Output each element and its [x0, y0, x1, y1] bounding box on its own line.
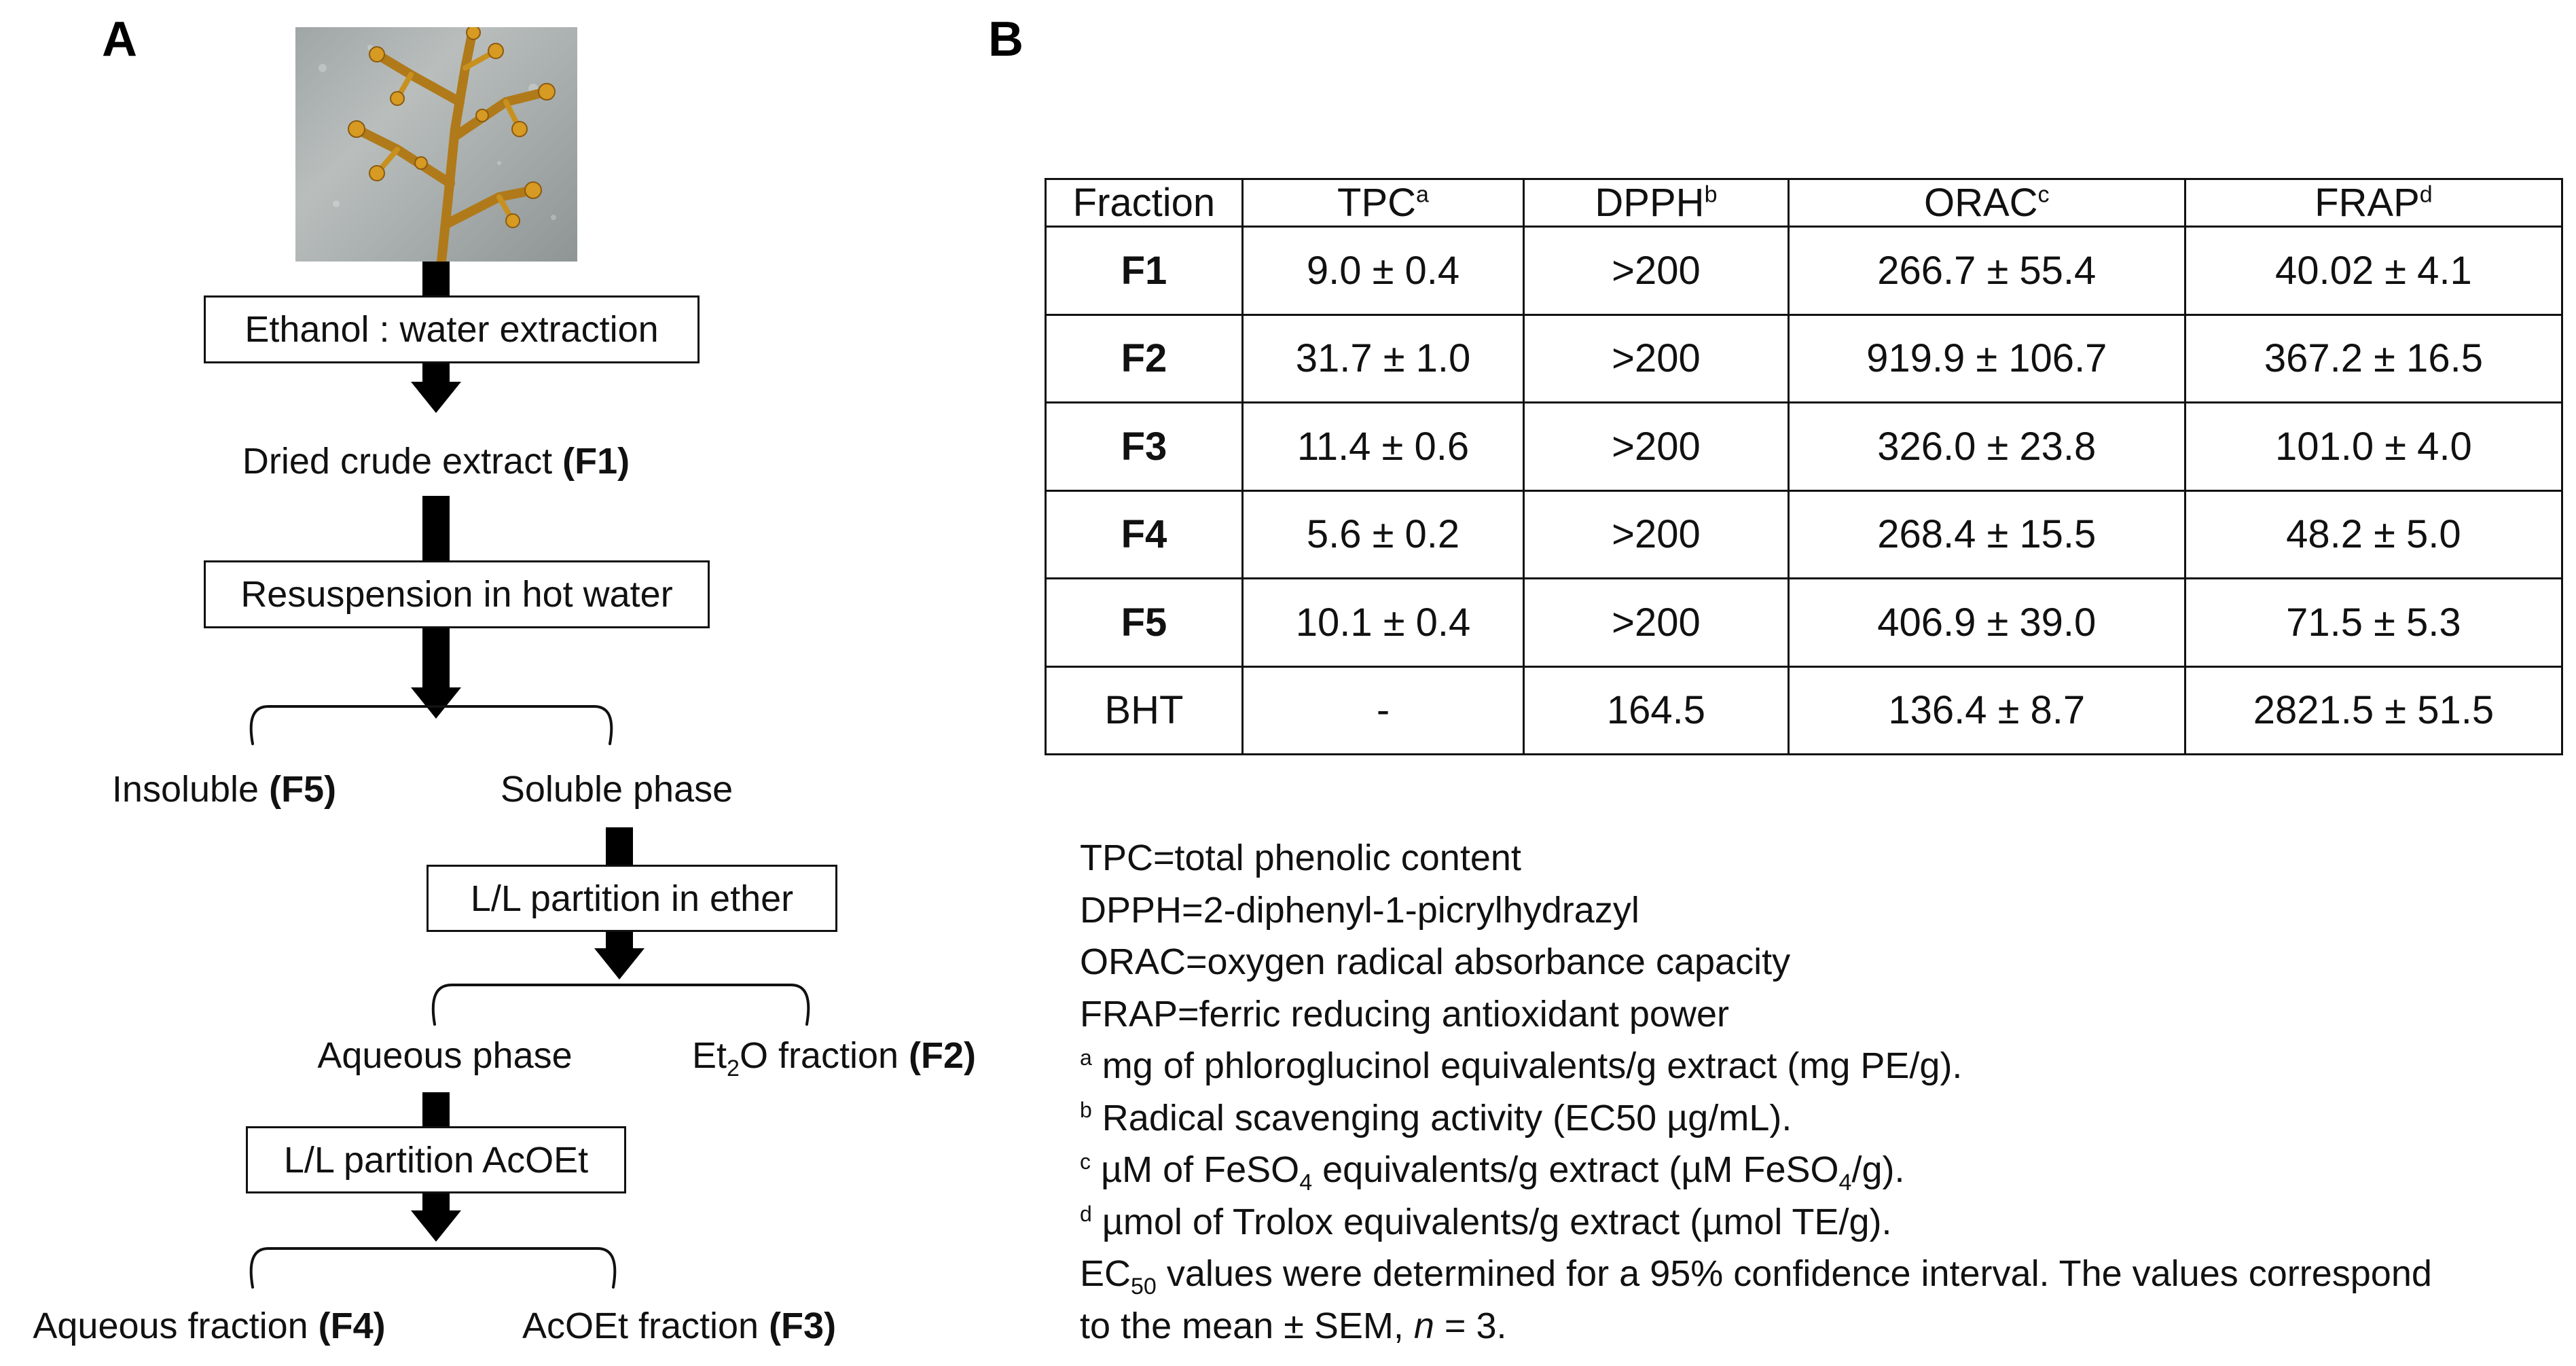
cell-fraction: F2: [1046, 314, 1243, 403]
cell-orac: 266.7 ± 55.4: [1788, 227, 2185, 315]
cell-dpph: 164.5: [1524, 666, 1789, 755]
step-ether-partition: L/L partition in ether: [427, 865, 837, 932]
cell-frap: 367.2 ± 16.5: [2185, 314, 2562, 403]
step-resuspension: Resuspension in hot water: [204, 560, 710, 628]
table-row: [1046, 227, 2562, 315]
label-soluble-phase: Soluble phase: [500, 769, 733, 810]
note-ec50: $EC_{50}$ values were determined for a 95% confidence interval. The values correspond: [1080, 1253, 2432, 1299]
panel-label-a: A: [102, 12, 137, 67]
table-row: [1046, 403, 2562, 491]
cell-orac: 136.4 ± 8.7: [1788, 666, 2185, 755]
table-header-row: [1046, 179, 2562, 227]
cell-dpph: >200: [1524, 314, 1789, 403]
label-aqueous-phase: Aqueous phase: [317, 1035, 573, 1076]
table-row: [1046, 314, 2562, 403]
label-acoet-fraction: AcOEt fraction (F3): [522, 1306, 837, 1346]
cell-tpc: -: [1242, 666, 1523, 755]
note-c: $^c$ µM of FeSO$_4$ equivalents/g extract (µM FeSO$_4$/g).: [1080, 1149, 1905, 1196]
cell-frap: 101.0 ± 4.0: [2185, 403, 2562, 491]
cell-dpph: >200: [1524, 403, 1789, 491]
header-dpph: DPPH$^b$: [1524, 179, 1789, 227]
label-aqueous-fraction: Aqueous fraction (F4): [33, 1306, 386, 1346]
label-crude-extract: Dried crude extract (F1): [242, 441, 630, 482]
cell-dpph: >200: [1524, 579, 1789, 667]
step-ethanol-water-extraction: Ethanol : water extraction: [204, 295, 700, 363]
header-frap: FRAP$^d$: [2185, 179, 2562, 227]
cell-tpc: 5.6 ± 0.2: [1242, 490, 1523, 579]
label-insoluble: Insoluble (F5): [111, 769, 337, 810]
cell-fraction: F4: [1046, 490, 1243, 579]
note-tpc: TPC=total phenolic content: [1080, 838, 1521, 878]
table-row: [1046, 490, 2562, 579]
cell-orac: 919.9 ± 106.7: [1788, 314, 2185, 403]
cell-fraction: F5: [1046, 579, 1243, 667]
cell-dpph: >200: [1524, 490, 1789, 579]
table-notes: [1080, 832, 2560, 1352]
note-frap: FRAP=ferric reducing antioxidant power: [1080, 993, 1729, 1035]
cell-tpc: 31.7 ± 1.0: [1242, 314, 1523, 403]
note-b: $^b$ Radical scavenging activity (EC50 µg/mL).: [1080, 1097, 1792, 1138]
results-table: [1045, 178, 2563, 755]
cell-frap: 48.2 ± 5.0: [2185, 490, 2562, 579]
cell-frap: 2821.5 ± 51.5: [2185, 666, 2562, 755]
note-mean-sem: to the mean ± SEM, n = 3.: [1080, 1305, 1507, 1346]
header-tpc: TPC$^a$: [1242, 179, 1523, 227]
note-dpph: DPPH=2-diphenyl-1-picrylhydrazyl: [1080, 889, 1639, 931]
step-acoet-partition: L/L partition AcOEt: [246, 1126, 626, 1193]
panel-label-b: B: [988, 12, 1023, 67]
cell-orac: 326.0 ± 23.8: [1788, 403, 2185, 491]
header-orac: ORAC$^c$: [1788, 179, 2185, 227]
table-row: [1046, 579, 2562, 667]
cell-orac: 268.4 ± 15.5: [1788, 490, 2185, 579]
cell-fraction: F1: [1046, 227, 1243, 315]
label-et2o-fraction: $Et_2O$ fraction (F2): [691, 1035, 977, 1081]
cell-fraction: BHT: [1046, 666, 1243, 755]
note-orac: ORAC=oxygen radical absorbance capacity: [1080, 941, 1791, 982]
cell-orac: 406.9 ± 39.0: [1788, 579, 2185, 667]
note-d: $^d$ µmol of Trolox equivalents/g extract (µmol TE/g).: [1080, 1201, 1892, 1242]
cell-tpc: 11.4 ± 0.6: [1242, 403, 1523, 491]
note-a: $^a$ mg of phloroglucinol equivalents/g extract (mg PE/g).: [1080, 1045, 1963, 1086]
cell-tpc: 10.1 ± 0.4: [1242, 579, 1523, 667]
cell-frap: 40.02 ± 4.1: [2185, 227, 2562, 315]
cell-dpph: >200: [1524, 227, 1789, 315]
header-fraction: Fraction: [1046, 179, 1243, 227]
cell-tpc: 9.0 ± 0.4: [1242, 227, 1523, 315]
cell-frap: 71.5 ± 5.3: [2185, 579, 2562, 667]
table-row: [1046, 666, 2562, 755]
cell-fraction: F3: [1046, 403, 1243, 491]
